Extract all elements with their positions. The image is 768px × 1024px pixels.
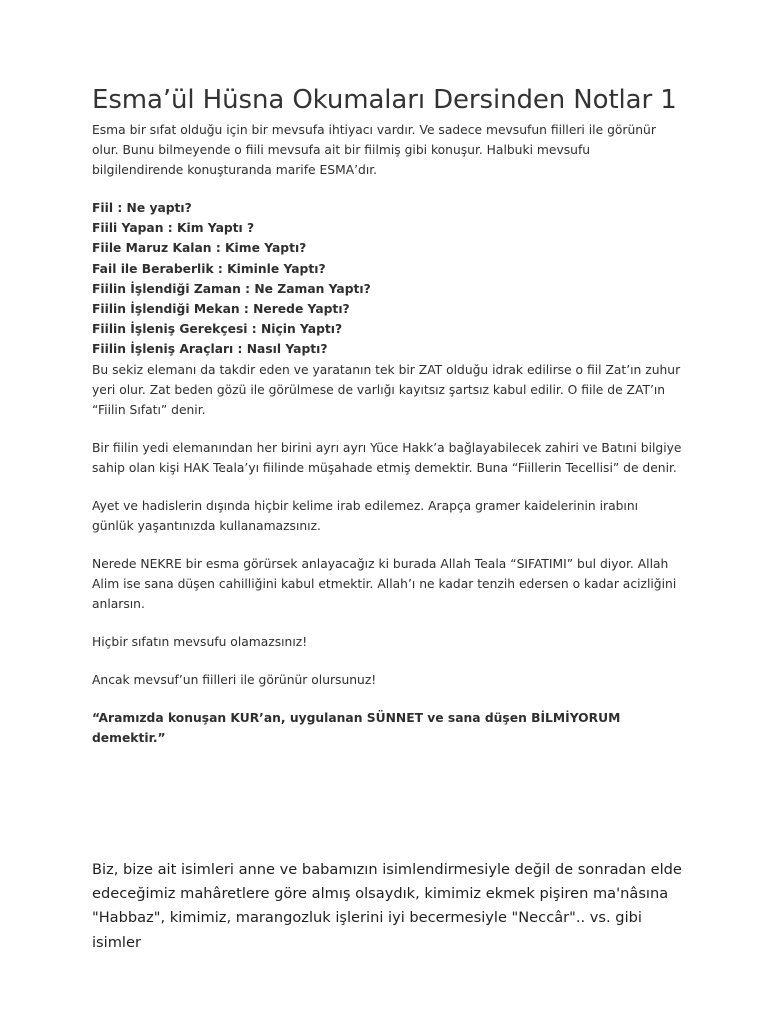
paragraph-irab: Ayet ve hadislerin dışında hiçbir kelime irab edilemez. Arapça gramer kaidelerinin irabını günlük yaşantınızda kullanamazsınız. (92, 498, 639, 533)
definition-item: Fail ile Beraberlik : Kiminle Yaptı? (92, 261, 326, 276)
definition-item: Fiilin İşlendiği Zaman : Ne Zaman Yaptı? (92, 281, 371, 296)
paragraph-spacer (92, 180, 682, 198)
definitions-explanation: Bu sekiz elemanı da takdir eden ve yaratanın tek bir ZAT olduğu idrak edilirse o fiil Zat’ın zuhur yeri olur. Zat beden gözü ile görülmese de varlığı kayıtsız şartsız kabul edilir. O fiile de ZAT’ın “Fiilin Sıfatı” denir. (92, 362, 681, 417)
page-title: Esma’ül Hüsna Okumaları Dersinden Notlar 1 (92, 85, 677, 115)
definition-item: Fiili Yapan : Kim Yaptı ? (92, 221, 255, 236)
paragraph-fiillerin-tecellisi: Bir fiilin yedi elemanından her birini ayrı ayrı Yüce Hakk’a bağlayabilecek zahiri ve Batıni bilgiye sahip olan kişi HAK Teala’yı fiilinde müşahade etmiş demektir. Buna “Fiillerin Tecellisi” de denir. (92, 440, 682, 475)
definitions-list (92, 198, 682, 360)
paragraph-spacer (92, 478, 682, 496)
definition-item: Fiile Maruz Kalan : Kime Yaptı? (92, 241, 307, 256)
definition-item: Fiilin İşleniş Gerekçesi : Niçin Yaptı? (92, 322, 343, 337)
paragraph-spacer (92, 420, 682, 438)
paragraph-spacer (92, 690, 682, 708)
definition-item: Fiil : Ne yaptı? (92, 201, 192, 215)
paragraph-fiiller: Ancak mevsuf’un fiilleri ile görünür olursunuz! (92, 672, 377, 687)
closing-paragraph: Biz, bize ait isimleri anne ve babamızın isimlendirmesiyle değil de sonradan elde edeceğimiz mahâretlere göre almış olsaydık, kimimiz ekmek pişiren ma'nâsına "Habbaz", kimimiz, marangozluk işlerini iyi becermesiyle "Neccâr".. vs. gibi isimler (92, 861, 682, 951)
paragraph-spacer (92, 536, 682, 554)
paragraph-spacer (92, 614, 682, 632)
paragraph-mevsuf: Hiçbir sıfatın mevsufu olamazsınız! (92, 634, 308, 649)
paragraph-spacer (92, 652, 682, 670)
definition-item: Fiilin İşlendiği Mekan : Nerede Yaptı? (92, 302, 350, 317)
document-body (92, 86, 682, 748)
intro-paragraph: Esma bir sıfat olduğu için bir mevsufa ihtiyacı vardır. Ve sadece mevsufun fiilleri ile görünür olur. Bunu bilmeyende o fiili mevsufa ait bir fiilmiş gibi konuşur. Halbuki mevsufu bilgilendirende konuşturanda marife ESMA’dır. (92, 123, 656, 177)
quote-paragraph: “Aramızda konuşan KUR’an, uygulanan SÜNNET ve sana düşen BİLMİYORUM demektir.” (92, 710, 621, 745)
definition-item: Fiilin İşleniş Araçları : Nasıl Yaptı? (92, 342, 328, 357)
paragraph-nekre: Nerede NEKRE bir esma görürsek anlayacağız ki burada Allah Teala “SIFATIMI” bul diyor. Allah Alim ise sana düşen cahilliğini kabul etmektir. Allah’ı ne kadar tenzih edersen o kadar acizliğini anlarsın. (92, 556, 677, 611)
